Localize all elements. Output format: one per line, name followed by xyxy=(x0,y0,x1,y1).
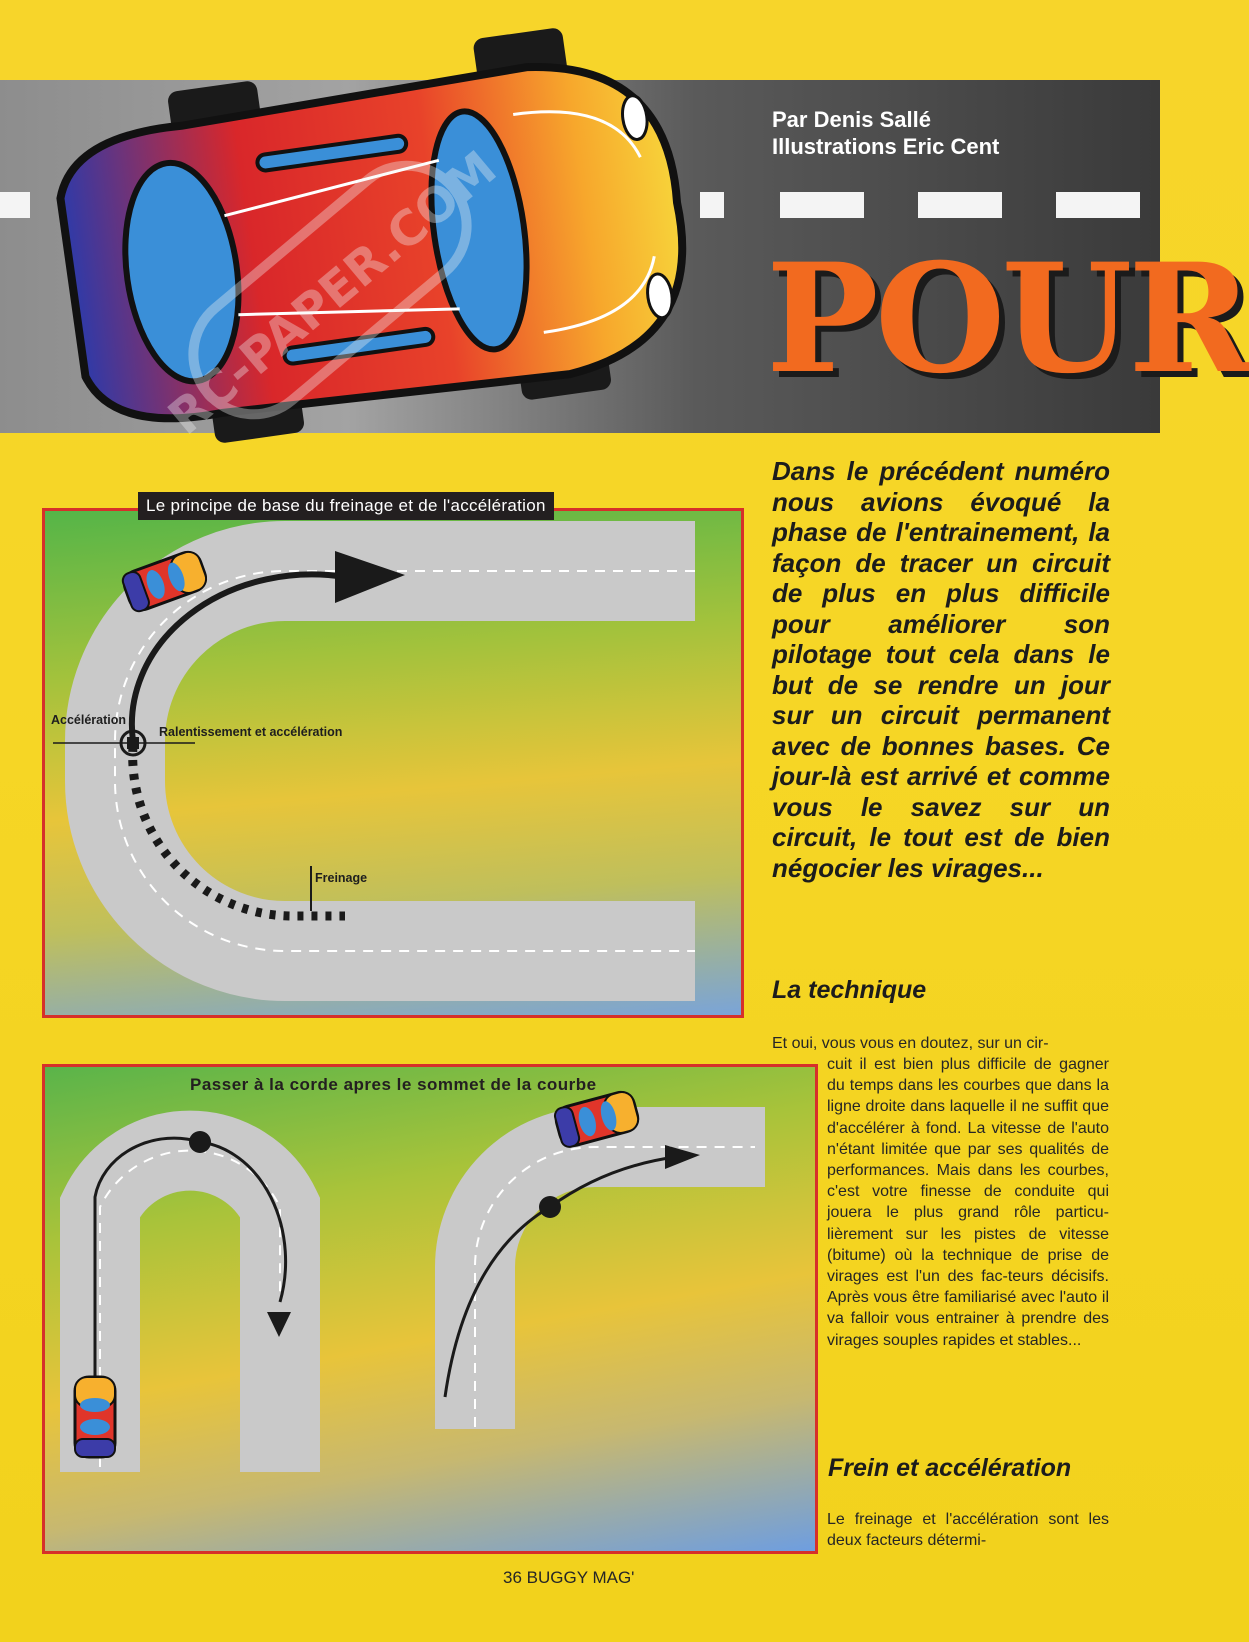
heading-brake-acceleration: Frein et accélération xyxy=(828,1454,1072,1482)
byline-author: Par Denis Sallé xyxy=(772,107,931,132)
road-dash xyxy=(918,192,1002,218)
label-slowdown: Ralentissement et accélération xyxy=(159,725,343,739)
label-braking: Freinage xyxy=(315,871,368,885)
page-folio: 36 BUGGY MAG' xyxy=(503,1568,635,1587)
paragraph-brake-acceleration: Le freinage et l'accélération sont les deux facteurs détermi- xyxy=(827,1511,1109,1550)
paragraph-technique: cuit il est bien plus difficile de gagner du temps dans les courbes que dans la ligne droite dans laquelle il ne suffit que d'accélérer à fond. La vitesse de l'auto n'étant limitée que par ses qualités de performances. Mais dans les courbes, c'est votre finesse de conduite qui jouera le plus grand rôle particu-lièrement sur les pistes de vitesse (bitume) où la technique de prise de virages est l'un des fac-teurs décisifs. Après vous être familiarisé avec l'auto il va falloir vous entrainer à prendre des virages souples rapides et stables... xyxy=(827,1056,1109,1349)
figure-apex xyxy=(42,1064,818,1554)
figure2-caption: Passer à la corde apres le sommet de la courbe xyxy=(190,1075,597,1094)
article-title: POUR xyxy=(766,231,1249,407)
byline xyxy=(772,106,999,160)
figure1-caption: Le principe de base du freinage et de l'accélération xyxy=(138,492,554,520)
road-dash xyxy=(1056,192,1140,218)
label-acceleration: Accélération xyxy=(51,713,127,727)
watermark-text: RC-PAPER.COM xyxy=(157,140,508,446)
road-dash xyxy=(0,192,30,218)
figure-braking-principle xyxy=(42,508,744,1018)
byline-illustrator: Illustrations Eric Cent xyxy=(772,134,1000,159)
track-diagram-1 xyxy=(45,511,741,1015)
watermark-stamp xyxy=(150,120,510,460)
road-dash xyxy=(780,192,864,218)
article-intro: Dans le précédent numéro nous avions évoqué la phase de l'entrainement, la façon de tracer un circuit de plus en plus difficile pour améliorer son pilotage tout cela dans le but de se rendre un jour sur un circuit permanent avec de bonnes bases. Ce jour-là est arrivé et comme vous le savez sur un circuit, le tout est de bien négocier les virages... xyxy=(772,456,1110,883)
paragraph-first-line: Et oui, vous vous en doutez, sur un cir- xyxy=(772,1035,1049,1052)
heading-technique: La technique xyxy=(772,976,927,1004)
track-diagram-2 xyxy=(45,1067,815,1551)
